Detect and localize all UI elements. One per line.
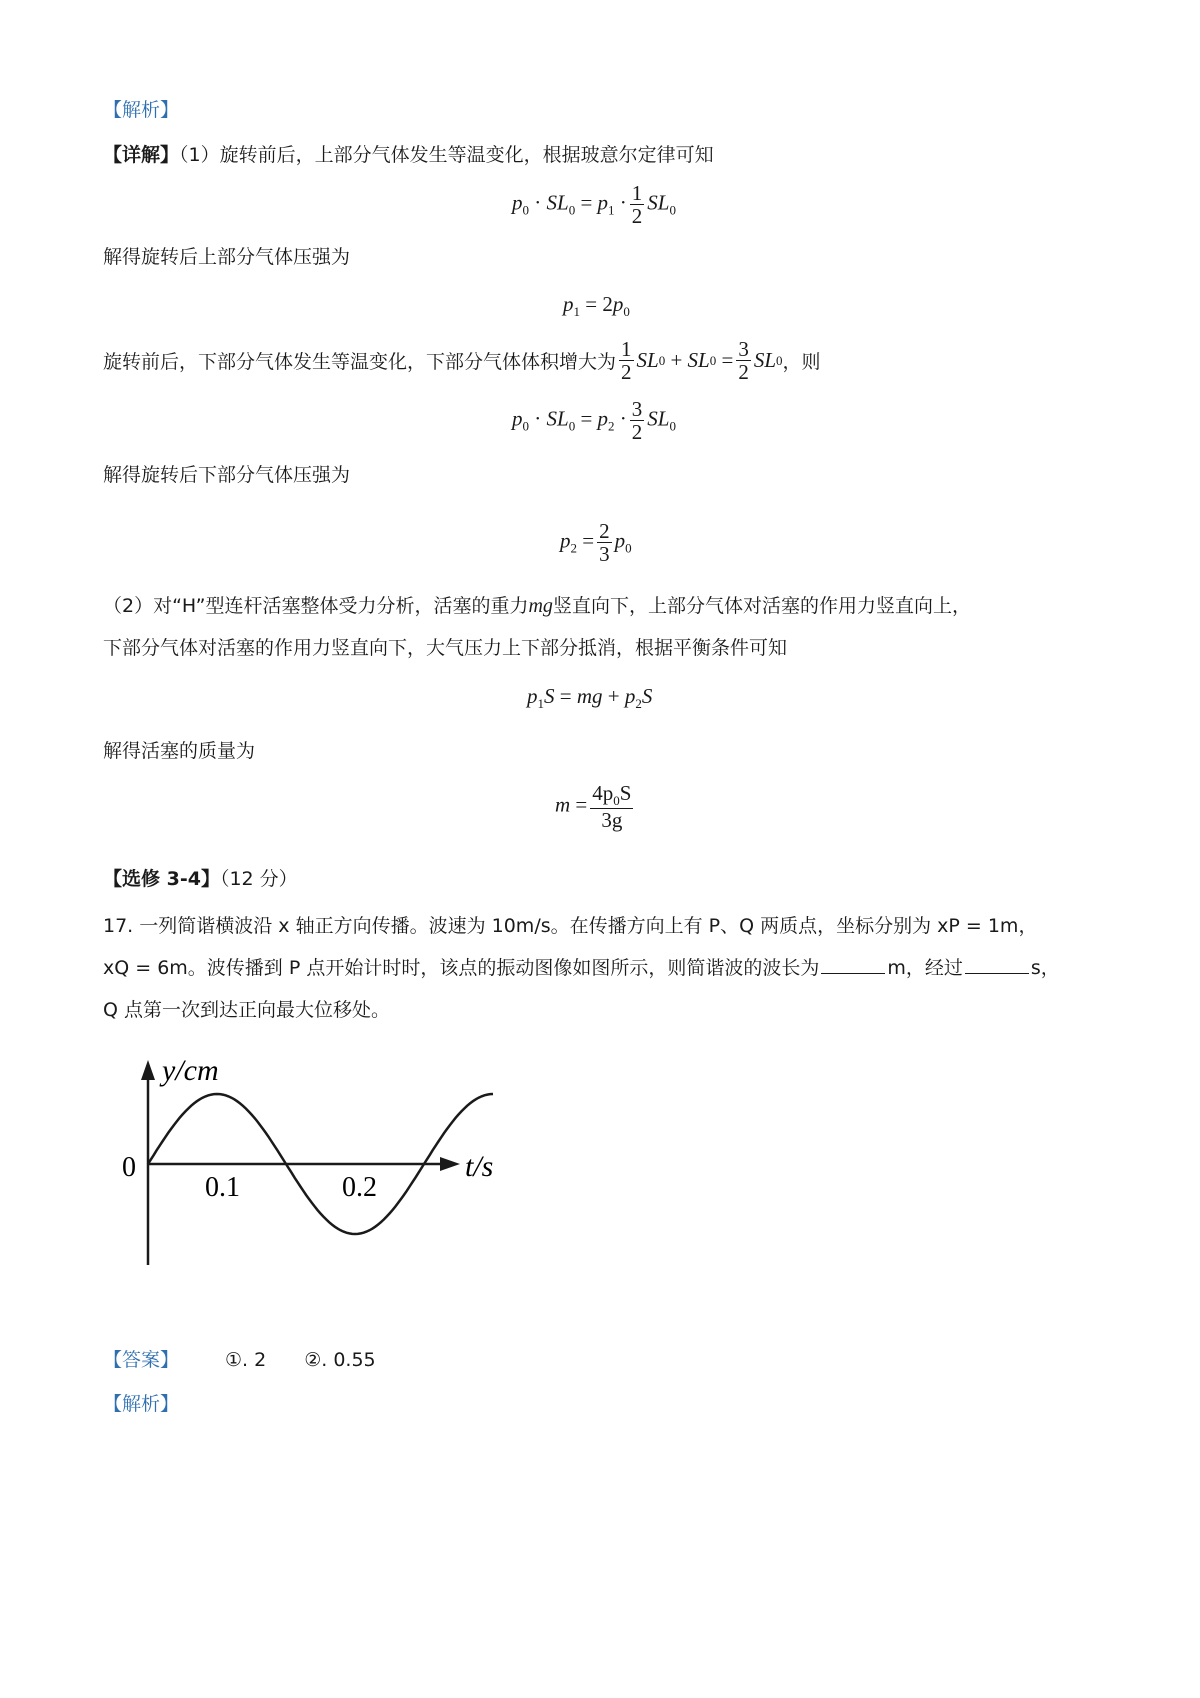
detail-tag: 【详解】 bbox=[103, 144, 180, 166]
analysis-heading: 【解析】 bbox=[103, 99, 180, 121]
x-axis-label: t/s bbox=[465, 1150, 494, 1183]
part2-line1 bbox=[103, 591, 971, 618]
elective-score: （12 分） bbox=[219, 868, 298, 890]
equation-boyle-lower: $p_0 \cdot SL_0 = p_2$ · $\frac{3}{2}$ $SL_0$ bbox=[512, 397, 676, 445]
question-text-1: 一列简谐横波沿 x 轴正方向传播。波速为 10m/s。在传播方向上有 P、Q 两质点，坐标分别为 xP = 1m， bbox=[139, 915, 1038, 937]
solve-p2-text: 解得旋转后下部分气体压强为 bbox=[103, 464, 351, 486]
wavelength-blank[interactable] bbox=[821, 973, 885, 974]
time-blank[interactable] bbox=[965, 973, 1029, 974]
lower-intro-line bbox=[103, 338, 821, 383]
tick-label-0-2: 0.2 bbox=[342, 1172, 377, 1203]
y-axis-label: y/cm bbox=[162, 1054, 219, 1087]
solve-m-text: 解得活塞的质量为 bbox=[103, 740, 256, 762]
tick-label-0-1: 0.1 bbox=[205, 1172, 240, 1203]
lower-intro-post: ，则 bbox=[782, 351, 821, 374]
part2-line2: 下部分气体对活塞的作用力竖直向下，大气压力上下部分抵消，根据平衡条件可知 bbox=[103, 637, 788, 659]
elective-tag: 【选修 3-4】 bbox=[103, 868, 220, 890]
equation-boyle-upper: $p_0 \cdot SL_0 = p_1$ · $\frac{1}{2}$ $SL_0$ bbox=[512, 181, 676, 229]
elective-line bbox=[103, 864, 298, 891]
question-number: 17. bbox=[103, 915, 134, 937]
solve-p1-text: 解得旋转后上部分气体压强为 bbox=[103, 246, 351, 268]
detail-line bbox=[103, 140, 714, 167]
question-text-2c: s， bbox=[1030, 957, 1060, 979]
equation-p1: $p_1 = 2p_0$ bbox=[563, 292, 630, 320]
question-text-2b: m，经过 bbox=[887, 957, 963, 979]
answer-2: ②. 0.55 bbox=[304, 1349, 376, 1371]
equation-mass: m = $\frac{4p_0S}{3g}$ bbox=[555, 781, 632, 832]
x-axis-arrow-icon bbox=[440, 1157, 460, 1171]
analysis-heading-2: 【解析】 bbox=[103, 1393, 180, 1415]
question-line3: Q 点第一次到达正向最大位移处。 bbox=[103, 999, 390, 1021]
answer-1: ①. 2 bbox=[225, 1349, 267, 1371]
question-text-2a: xQ = 6m。波传播到 P 点开始计时时，该点的振动图像如图所示，则简谐波的波长为 bbox=[103, 957, 820, 979]
y-axis-arrow-icon bbox=[141, 1060, 155, 1080]
origin-label: 0 bbox=[122, 1152, 136, 1183]
question-line2 bbox=[103, 953, 1060, 980]
part2-line1-post: 竖直向下，上部分气体对活塞的作用力竖直向上， bbox=[552, 595, 971, 617]
lower-intro-pre: 旋转前后，下部分气体发生等温变化，下部分气体体积增大为 bbox=[103, 351, 617, 374]
part2-line1-pre: （2）对“H”型连杆活塞整体受力分析，活塞的重力 bbox=[103, 595, 529, 617]
mg-symbol: mg bbox=[528, 595, 553, 617]
answer-tag: 【答案】 bbox=[103, 1349, 180, 1371]
equation-p2: $p_2$ = $\frac{2}{3}$ $p_0$ bbox=[560, 519, 632, 567]
question-line1 bbox=[103, 911, 1037, 938]
lower-volume-expression: $\frac{1}{2}$ SL 0 + SL 0 = $\frac{3}{2}$ SL 0 bbox=[621, 337, 783, 385]
part1-intro: （1）旋转前后，上部分气体发生等温变化，根据玻意尔定律可知 bbox=[179, 144, 714, 166]
equation-balance: $p_1S$ = mg + $p_2S$ bbox=[527, 684, 653, 712]
vibration-graph bbox=[110, 1050, 530, 1290]
answer-line bbox=[103, 1345, 376, 1372]
